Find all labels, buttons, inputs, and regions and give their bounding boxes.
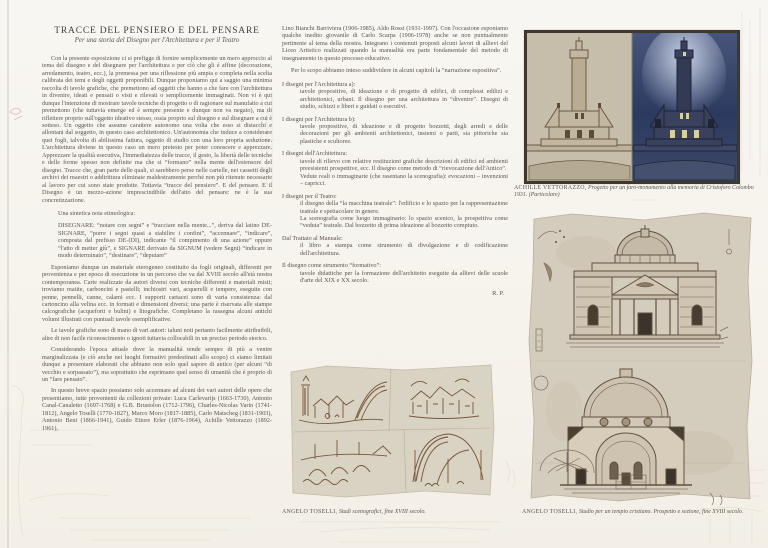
caption-title: Progetto per un faro-monumento alla memoria di Cristoforo Colombo 1931. (Particolare) xyxy=(514,185,754,199)
section-dell-architettura xyxy=(282,150,508,187)
caption-title: Studio per un tempio cristiano. Prospetto e sezione, fine XVIII secolo. xyxy=(578,509,744,515)
section-formativo xyxy=(282,262,508,284)
temple-facade-section-drawing xyxy=(524,211,756,505)
caption-toselli-temple xyxy=(522,509,764,516)
section-body-2: Vedute reali o immaginarie (che rasentano la scenografia): evocazioni – invenzioni – capricci. xyxy=(300,172,508,188)
lighthouse-monument-drawing xyxy=(527,33,737,181)
section-trattato-manuale xyxy=(282,235,508,257)
section-architettura-a xyxy=(282,81,508,111)
section-body: tavole propositive, di ideazione e di progetto di edifici, di complessi edilizi e architettonici, urbani. Il disegno per una architettura in “divenire”. Disegni di studio, schizzi e liberi e guidati o esecutivi. xyxy=(300,88,508,111)
middle-text-column xyxy=(282,25,508,297)
section-teatro xyxy=(282,193,508,230)
caption-title: Studi scenografici, fine XVIII secolo. xyxy=(338,509,426,515)
section-heading: I disegni per l'Architettura b): xyxy=(282,115,356,123)
section-heading: I disegni per l'Architettura a): xyxy=(282,80,356,88)
toselli-temple-artwork xyxy=(524,211,756,505)
section-body: il libro a stampa come strumento di divulgazione e di codificazione dell'architettura. xyxy=(300,242,508,257)
page-subtitle: Per una storia del Disegno per l'Architettura e per il Teatro xyxy=(74,37,240,45)
paragraph-artists: In questo breve spazio possiamo solo accennare ad alcuni dei vari autori delle opere che presentiamo, tutte provenienti da collezioni private: Luca Carlevarijs (1663-1730), Antonio Canal-Canaletto (1697-1768) e G.B. Brustolon (1712-1796), Charles-Nicolas Varin (1741-1812), Angelo Toselli (1770-1827), Marco Moro (1817-1885), Carlo Matscheg (1831-1903), Antonio Beni (1866-1941), Guido Ettore Erler (1876-1964), Achille Vettorazzo (1892-1961), xyxy=(42,387,272,432)
caption-author: ANGELO TOSELLI, xyxy=(522,509,578,515)
caption-toselli-sketches xyxy=(282,509,508,516)
section-body: tavole di rilievo con relative restituzioni grafiche descrizioni di edifici ed ambienti preesistenti prospettive, ecc. Il disegno come metodo di “rievocazione dell'Antico”. xyxy=(300,157,508,173)
section-body: il disegno della “la macchina teatrale”: l'edificio e lo spazio per la rappresentazione teatrale e spettacolare in genere. xyxy=(300,200,508,215)
section-body: tavole propositive, di ideazione e di progetto bozzetti, degli arredi e delle decorazioni per gli ambienti architettonici, insiemi o parti, sia pittoriche sia plastiche e scultoree. xyxy=(300,122,508,145)
scenographic-sketches-drawing xyxy=(285,362,499,502)
scan-edge-line xyxy=(7,0,9,548)
paragraph-materials: Esponiamo dunque un materiale eterogeneo costituito da fogli originali, differenti per provenienza e per epoca di esecuzione in un percorso che va dal XVIII secolo all'età nostra contemporanea. Carte realizzate da autori diversi con tecniche differenti e materiali misti; troviamo matite, carboncini e pastelli; inchiostri vari, acquerelli e tempere, eseguite con penne, pennelli, canne, calami ecc. I supporti cartacei sono di varia consistenza: dal cartoncino alla velina ecc. in formati e dimensioni diversi; una parte è riservata alle stampe calcografiche (acqueforti e bulini) e litografiche. Completano la rassegna alcuni antichi volumi illustrati con puntuali tavole esemplificative. xyxy=(42,263,272,323)
section-heading: I disegni dell'Architettura: xyxy=(282,150,348,158)
paragraph-purpose: Per lo scopo abbiamo inteso suddividere in alcuni capitoli la “narrazione espositiva”. xyxy=(291,67,502,75)
toselli-sketches-artwork xyxy=(285,362,499,502)
section-heading: Dal Trattato al Manuale: xyxy=(282,234,343,242)
caption-vettorazzo xyxy=(514,185,764,200)
section-heading: I disegni per il Teatro: xyxy=(282,192,337,200)
paragraph-attribution: Le tavole grafiche sono di mano di vari autori: taluni noti pertanto facilmente attribuibili, altre di non facile riconoscimento o ignoti tuttavia collocabili in un preciso periodo storico. xyxy=(42,327,272,342)
paragraph-continuation: Lino Bianchi Barriviera (1906-1985), Aldo Rossi (1931-1997). Con l'occasione esponiamo qualche inedito giovanile di Carlo Scarpa (1906-1978) anche se non puntualmente pertinente al tema della mostra. Integrano i contenuti proposti alcuni lavori di allievi del Liceo Artistico realizzati quando la manualità era parte fondamentale del metodo di insegnamento in questo processo educativo. xyxy=(282,25,508,62)
caption-author: ACHILLE VETTORAZZO, xyxy=(514,185,587,191)
paragraph-intro: Con la presente esposizione ci si prefigge di fornire semplicemente un mero approccio al tema del disegno e del disegnare per l'architettura e per ciò che gli è affine (decorazione, arredamento, teatro, ecc.), la premessa per una riflessione più ampia e completa nella scelta calibrata dei temi e degli oggetti proponibili. Dunque proponiamo qui a saggio una minima raccolta di tavole grafiche, che premettono ad oggetti che hanno a che fare con l'architettura in divenire, ideati e pensati o visti e rilevati o semplicemente immaginati. Non vi è qui dunque l'intenzione di mostrare tavole tecniche di progetto o di ragionare sul manufatto a cui premettono (che tuttavia emerge ed è sempre presente e dunque non va negato), ma di riflettere proprio sull'oggetto ideativo stesso, ossia proprio sul disegno e sul disegnare a cui è sotteso. Un oggetto che assume carattere autonomo una volta che esso si distacchi e allontani dal soggetto, in questo caso architettonico. Un'autonomia che induce a considerare quei fogli, talvolta di abilissima fattura, oggetto di studio con una loro propria seduzione. L'architettura diviene in questo caso un mero pretesto per poter conoscere e apprezzare. Apprezzare la qualità esecutiva, l'immediatezza delle tracce, il gesto, la libertà delle tecniche e delle forme spesso non definite ma che si “formano” nella mente dell'estensore del disegno. Tracce che, gran parte delle quali, si sarebbero perse nelle cartelle, nei cassetti degli archivi dei maestri o addirittura eliminate maldestramente perché non più ritenute necessarie al lavoro per cui sono state prodotte. Tuttavia “tracce del pensiero”. E del pensare. E il Disegno è un mezzo-azione imprescindibile dell'atto del pensare: ne è la sua concretizzazione. xyxy=(42,54,272,204)
section-heading: Il disegno come strumento “formativo”: xyxy=(282,262,381,270)
section-body-2: La scenografia come luogo immaginario: lo spazio scenico, la prospettiva come “veduta” teatrale. Dal bozzetto di prima ideazione al bozzetto compiuto. xyxy=(300,214,508,230)
section-architettura-b xyxy=(282,116,508,146)
left-text-column xyxy=(42,28,272,436)
author-initials: R. P. xyxy=(492,289,504,297)
paragraph-epoch: Considerando l'epoca attuale dove la manualità tende sempre di più a venire marginalizzata (e ciò anche nei luoghi formativi predestinati allo scopo) ci siamo limitati dunque a presentare elaborati che abbiano non solo quel sapore di antico (per alcuni “di vecchio e sorpassato”), ma soprattutto che esprimano quel senso di umanità che è proprio di un “fare pensato”. xyxy=(42,346,272,384)
vettorazzo-framed-artwork xyxy=(524,30,740,184)
caption-author: ANGELO TOSELLI, xyxy=(282,509,338,515)
paragraph-etymology: DISEGNARE: “notare con segni” e “tracciare nella mente...”, deriva dal latino DE-SIGNARE, “porre i segni quasi a stabilire i confini”, “accennare”, “indicare”, composta dal prefisso DE-(DI), indicante “il compimento di una azione” oppure “l'atto di metter giù”, e SIGNARE derivato da SIGNUM (vedere Segni) “indicare in modo determinato”, “destinare”, “deputare” xyxy=(58,222,272,260)
page-title: TRACCE DEL PENSIERO E DEL PENSARE xyxy=(54,26,260,36)
etymology-heading: Una sintetica nota etimologica: xyxy=(58,209,136,217)
section-body: tavole didattiche per la formazione dell'architetto eseguite da allievi delle scuole d'arte del XIX e XX secolo. xyxy=(300,269,508,285)
